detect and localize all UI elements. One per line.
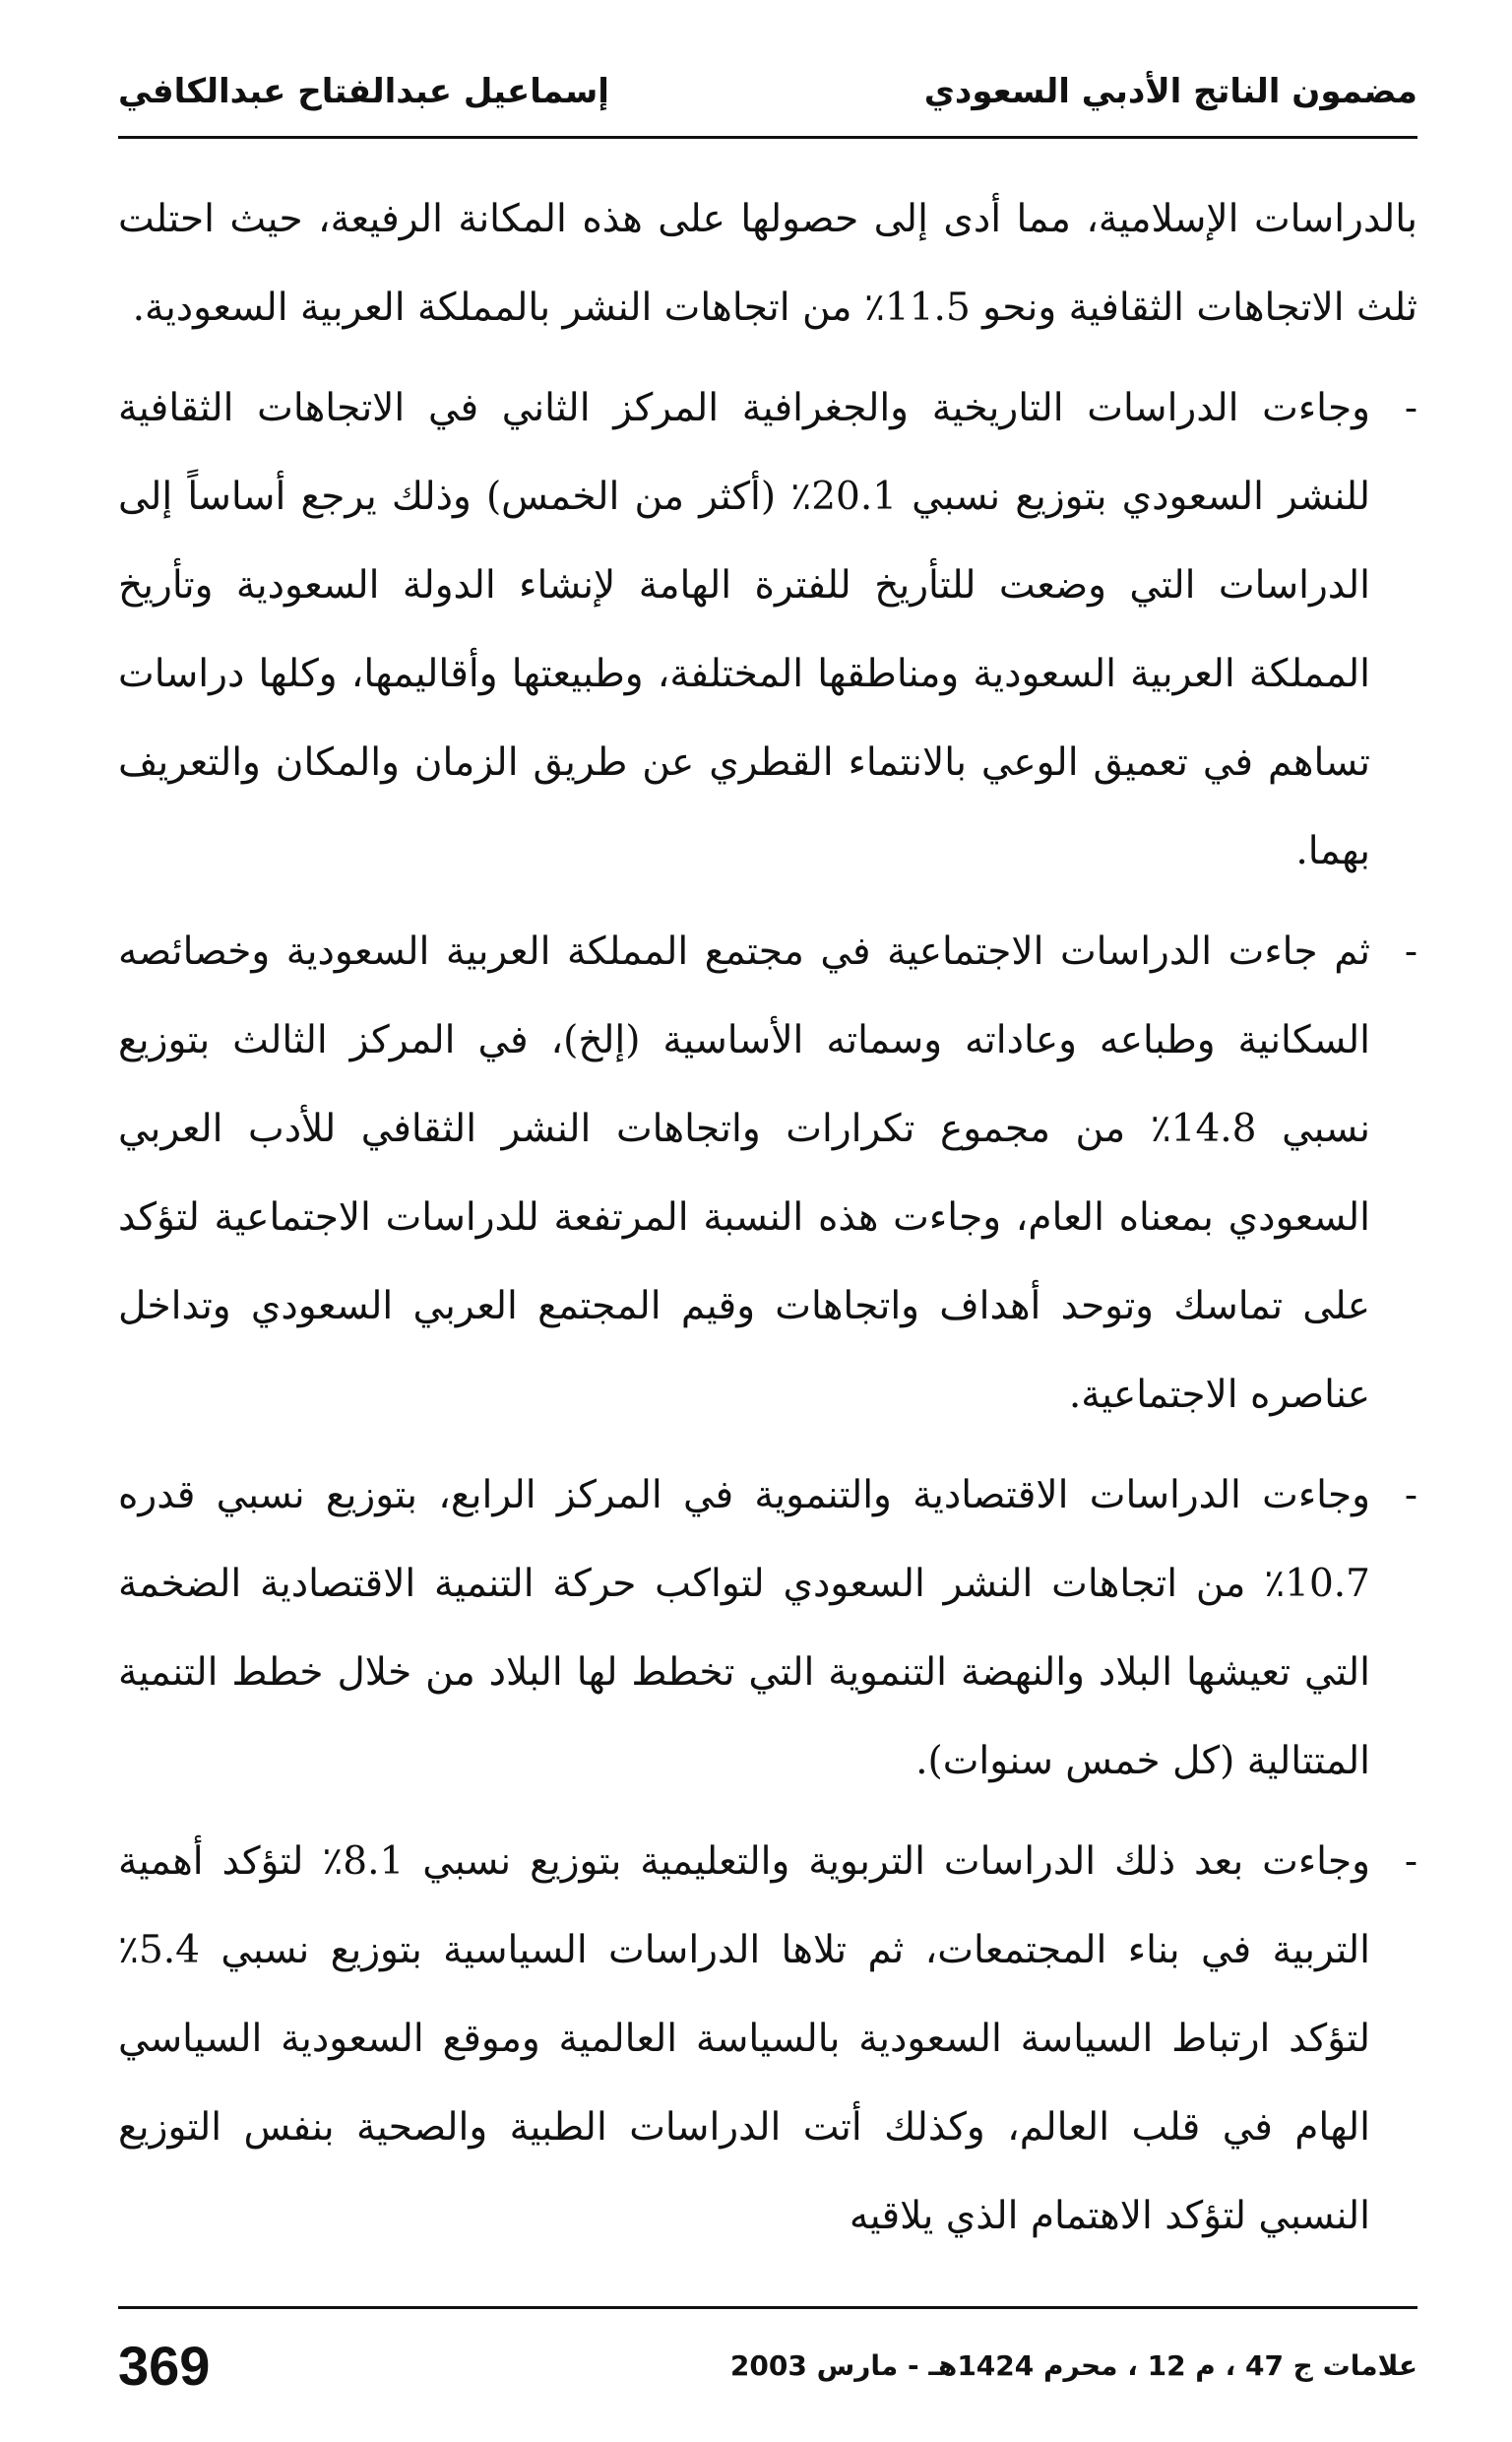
list-item <box>118 908 1418 1440</box>
list-item-text: وجاءت الدراسات الاقتصادية والتنموية في المركز الرابع، بتوزيع نسبي قدره 10.7٪ من اتجاهات النشر السعودي لتواكب حركة التنمية الاقتصادية الضخمة التي تعيشها البلاد والنهضة التنموية التي تخطط لها البلاد من خلال خطط التنمية المتتالية (كل خمس سنوات). <box>118 1473 1370 1783</box>
running-header <box>118 57 1418 126</box>
list-dash: - <box>1404 1839 1418 1884</box>
list-item <box>118 364 1418 896</box>
page-number: 369 <box>118 2334 211 2397</box>
body-text <box>118 175 1418 2273</box>
intro-paragraph: بالدراسات الإسلامية، مما أدى إلى حصولها على هذه المكانة الرفيعة، حيث احتلت ثلث الاتجاهات الثقافية ونحو 11.5٪ من اتجاهات النشر بالمملكة العربية السعودية. <box>118 197 1418 330</box>
list-dash: - <box>1404 1473 1418 1517</box>
author-name: إسماعيل عبدالفتاح عبدالكافي <box>118 72 609 111</box>
list-dash: - <box>1404 386 1418 430</box>
document-page <box>118 0 1418 2442</box>
list-dash: - <box>1404 930 1418 974</box>
article-title: مضمون الناتج الأدبي السعودي <box>923 72 1418 111</box>
page-footer <box>118 2326 1418 2405</box>
header-rule <box>118 136 1418 139</box>
footer-rule <box>118 2306 1418 2309</box>
list-item-text: وجاءت الدراسات التاريخية والجغرافية المركز الثاني في الاتجاهات الثقافية للنشر السعودي بتوزيع نسبي 20.1٪ (أكثر من الخمس) وذلك يرجع أساساً إلى الدراسات التي وضعت للتأريخ للفترة الهامة لإنشاء الدولة السعودية وتأريخ المملكة العربية السعودية ومناطقها المختلفة، وطبيعتها وأقاليمها، وكلها دراسات تساهم في تعميق الوعي بالانتماء القطري عن طريق الزمان والمكان والتعريف بهما. <box>118 386 1370 873</box>
list-item <box>118 1451 1418 1806</box>
list-item <box>118 1818 1418 2261</box>
issue-info: علامات ج 47 ، م 12 ، محرم 1424هـ - مارس 2003 <box>729 2348 1418 2382</box>
list-item-text: وجاءت بعد ذلك الدراسات التربوية والتعليمية بتوزيع نسبي 8.1٪ لتؤكد أهمية التربية في بناء المجتمعات، ثم تلاها الدراسات السياسية بتوزيع نسبي 5.4٪ لتؤكد ارتباط السياسة السعودية بالسياسة العالمية وموقع السعودية السياسي الهام في قلب العالم، وكذلك أتت الدراسات الطبية والصحية بنفس التوزيع النسبي لتؤكد الاهتمام الذي يلاقيه <box>118 1839 1370 2238</box>
list-item-text: ثم جاءت الدراسات الاجتماعية في مجتمع المملكة العربية السعودية وخصائصه السكانية وطباعه وعاداته وسماته الأساسية (إلخ)، في المركز الثالث بتوزيع نسبي 14.8٪ من مجموع تكرارات واتجاهات النشر الثقافي للأدب العربي السعودي بمعناه العام، وجاءت هذه النسبة المرتفعة للدراسات الاجتماعية لتؤكد على تماسك وتوحد أهداف واتجاهات وقيم المجتمع العربي السعودي وتداخل عناصره الاجتماعية. <box>118 930 1370 1417</box>
